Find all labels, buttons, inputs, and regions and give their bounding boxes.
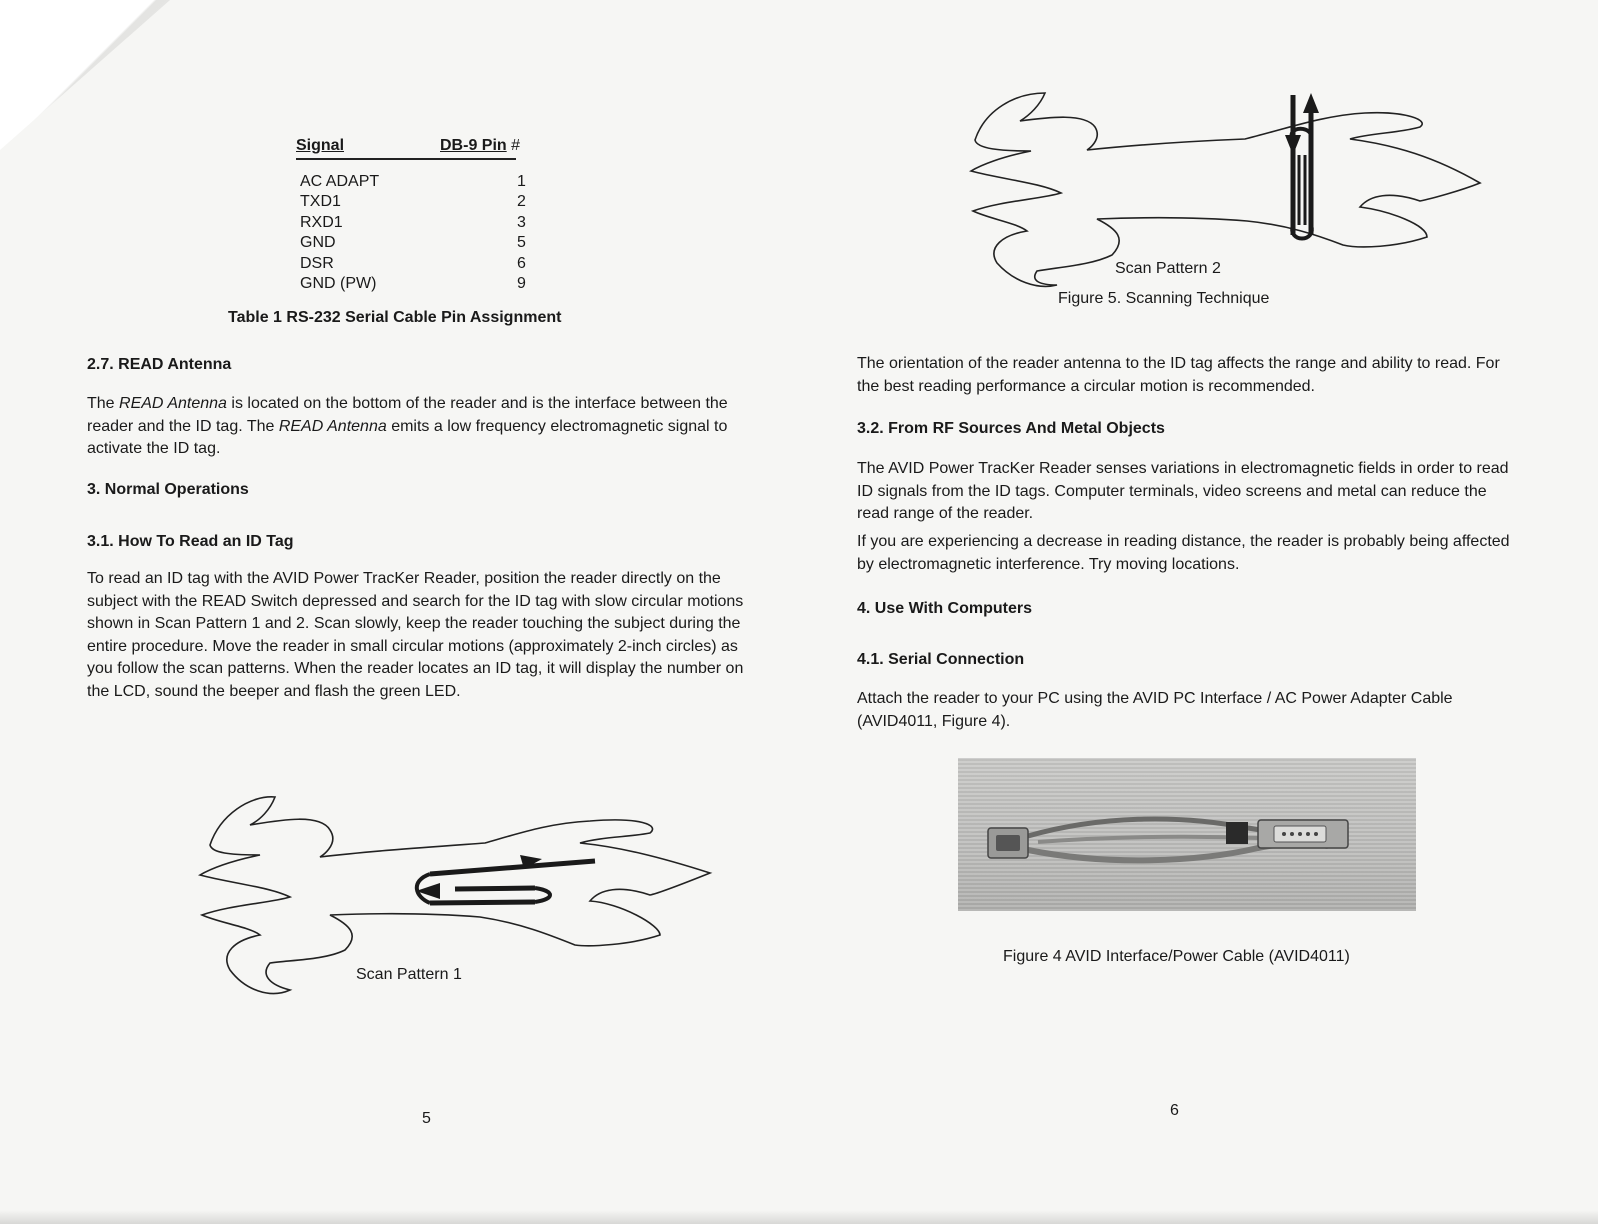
table-cell-pin: 9	[517, 274, 526, 292]
table-cell-pin: 3	[517, 213, 526, 231]
section-2-7-heading: 2.7. READ Antenna	[87, 356, 232, 373]
page-corner-fold	[0, 0, 170, 150]
table-cell-signal: RXD1	[300, 213, 343, 231]
table-cell-signal: GND (PW)	[300, 274, 377, 292]
power-plug-icon	[1226, 822, 1248, 844]
cable-illustration	[958, 758, 1416, 911]
table-signal-column	[300, 172, 379, 294]
section-3-2-paragraph-1: The AVID Power TracKer Reader senses variations in electromagnetic fields in order to read ID signals from the ID tags. Computer terminals, video screens and metal can reduce the read range of the reader.	[857, 460, 1509, 522]
table-cell-pin: 5	[517, 234, 526, 252]
section-3-2-heading: 3.2. From RF Sources And Metal Objects	[857, 420, 1165, 437]
table-header-signal: Signal	[296, 137, 345, 154]
scan-pattern-2-figure	[965, 85, 1505, 290]
table-pin-column	[517, 172, 526, 294]
section-2-7-body: The READ Antenna is located on the bottom of the reader and is the interface between the reader and the ID tag. The READ Antenna emits a low frequency electromagnetic signal to activate the ID tag.	[87, 395, 728, 457]
section-4-1-heading: 4.1. Serial Connection	[857, 651, 1025, 668]
section-3-1-body: To read an ID tag with the AVID Power TracKer Reader, position the reader directly on the subject with the READ Switch depressed and search for the ID tag with slow circular motions shown in Scan Pattern 1 and 2. Scan slowly, keep the reader touching the subject during the entire procedure. Move the reader in small circular motions (approximately 2-inch circles) as you follow the scan patterns. When the reader locates an ID tag, it will display the number on the LCD, sound the beeper and flash the green LED.	[87, 570, 744, 700]
table-cell-signal: AC ADAPT	[300, 173, 380, 190]
scan-bottom-edge	[0, 1210, 1598, 1224]
section-3-2-paragraph-2: If you are experiencing a decrease in reading distance, the reader is probably being affected by electromagnetic interference. Try moving locations.	[857, 533, 1510, 573]
section-3-heading: 3. Normal Operations	[87, 481, 249, 498]
table-cell-pin: 2	[517, 193, 526, 211]
table-cell-signal: DSR	[300, 254, 334, 272]
arrow-down-icon	[1285, 135, 1301, 155]
figure-5-caption: Figure 5. Scanning Technique	[1058, 290, 1270, 307]
table-cell-signal: GND	[300, 234, 336, 252]
section-4-1-body: Attach the reader to your PC using the AVID PC Interface / AC Power Adapter Cable (AVID4011, Figure 4).	[857, 690, 1453, 730]
lizard-outline	[971, 93, 1480, 286]
table-cell-signal: TXD1	[300, 193, 341, 211]
figure-4-caption: Figure 4 AVID Interface/Power Cable (AVID4011)	[1003, 948, 1350, 965]
scan-arrows	[417, 861, 595, 903]
scan-pattern-2-label: Scan Pattern 2	[1115, 260, 1221, 277]
section-3-1-heading: 3.1. How To Read an ID Tag	[87, 533, 294, 550]
cable-photo	[958, 758, 1416, 911]
table-header-pin: DB-9 Pin #	[440, 137, 521, 154]
table-cell-pin: 6	[517, 254, 526, 272]
page-number-left: 5	[422, 1110, 431, 1127]
lizard-outline	[200, 797, 710, 994]
table-header-rule	[296, 158, 516, 160]
section-4-heading: 4. Use With Computers	[857, 600, 1032, 617]
table-caption: Table 1 RS-232 Serial Cable Pin Assignment	[228, 309, 562, 326]
scan-loops	[1292, 95, 1312, 239]
scan-pattern-1-label: Scan Pattern 1	[356, 966, 462, 983]
table-cell-pin: 1	[517, 173, 526, 190]
page-number-right: 6	[1170, 1102, 1179, 1119]
orientation-paragraph: The orientation of the reader antenna to the ID tag affects the range and ability to read. For the best reading performance a circular motion is recommended.	[857, 355, 1500, 395]
arrow-up-icon	[1303, 93, 1319, 113]
